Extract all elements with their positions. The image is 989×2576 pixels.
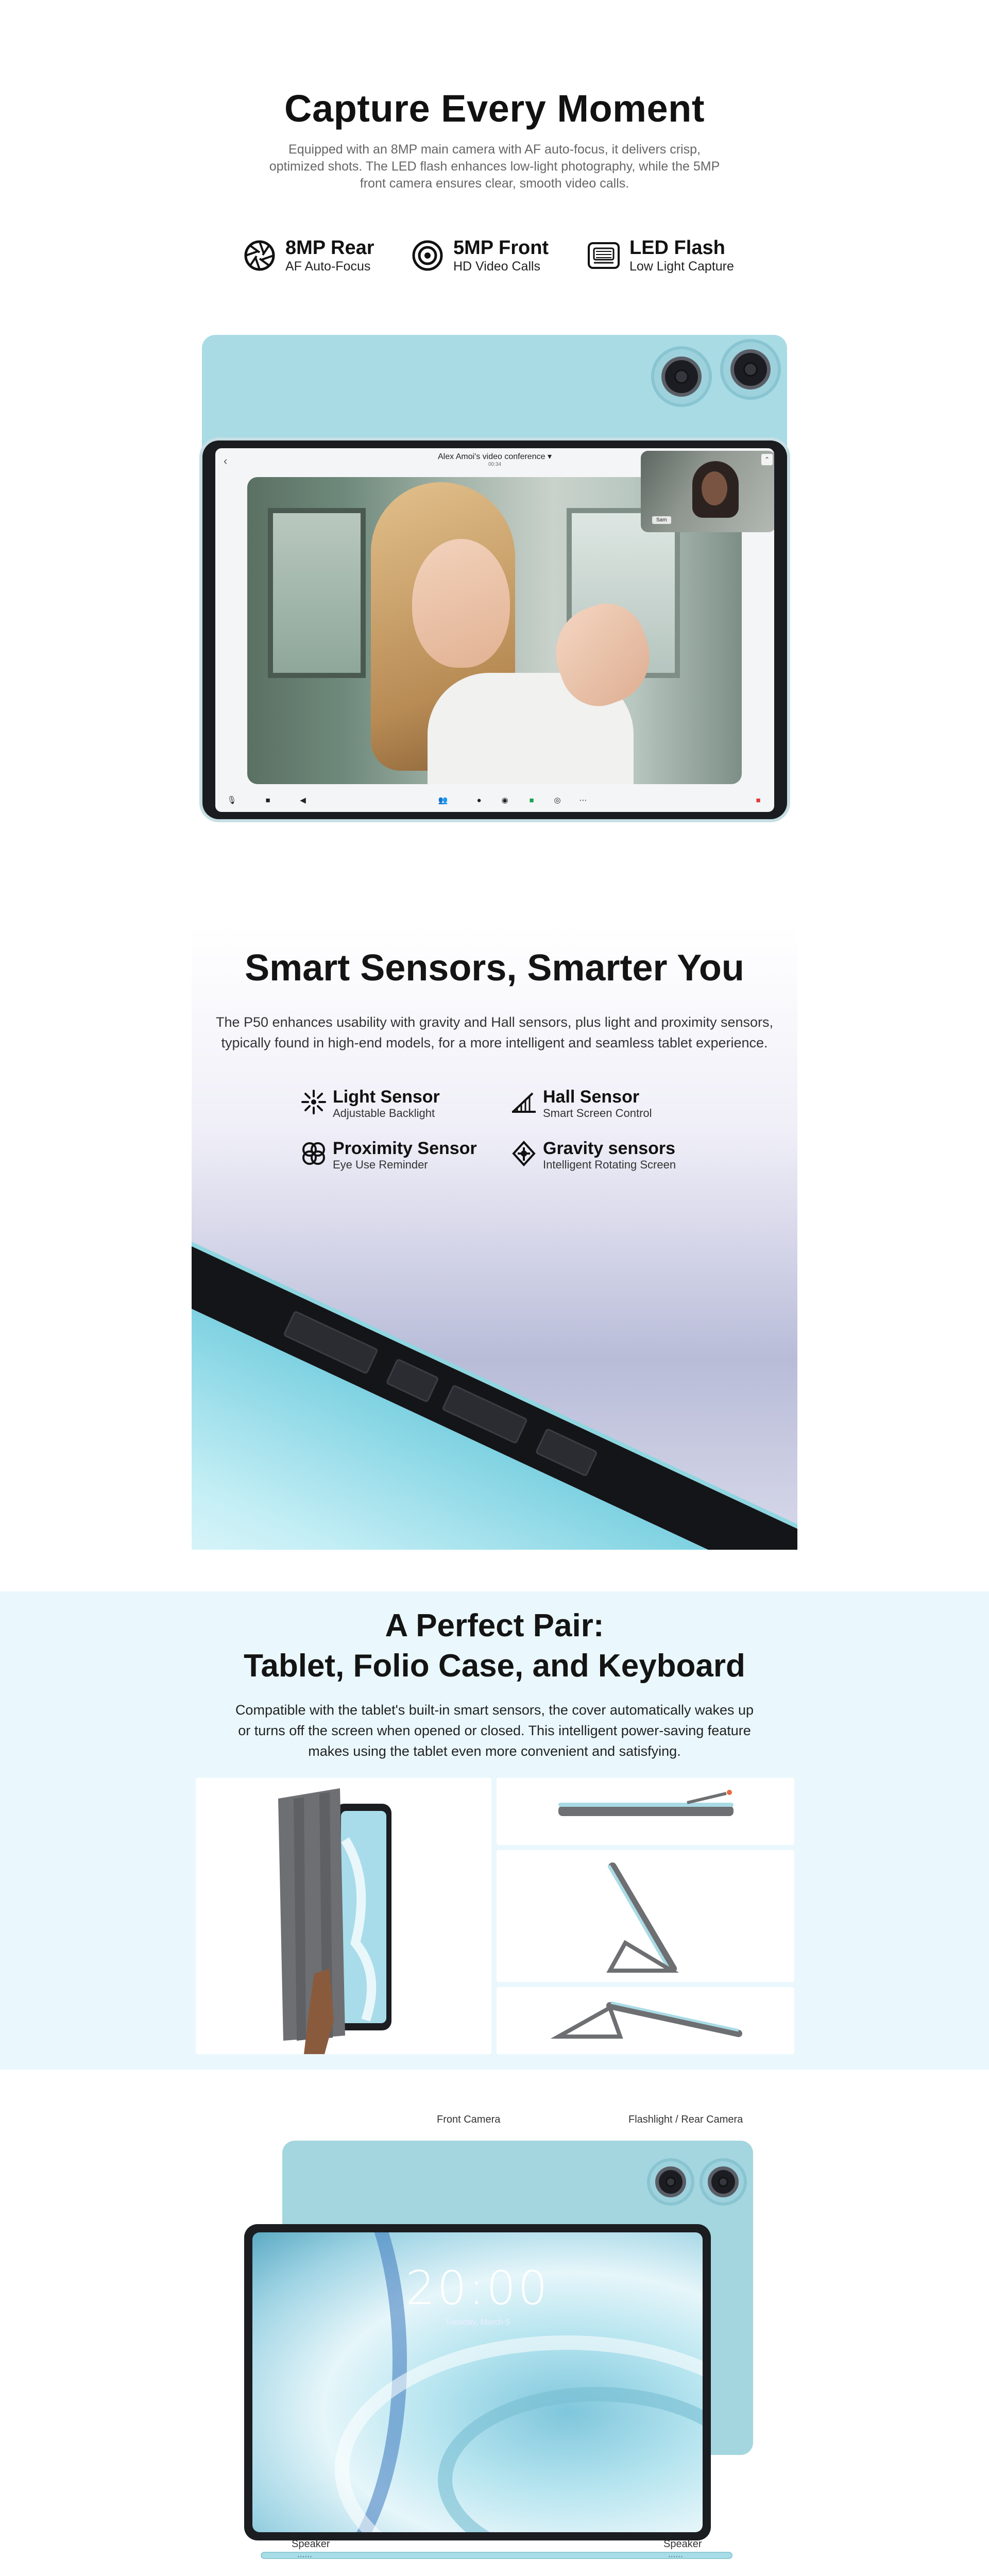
proximity-sensor-icon	[299, 1139, 329, 1168]
feature-title: LED Flash	[629, 237, 725, 259]
feature-subtitle: HD Video Calls	[453, 259, 541, 274]
folio-flat-stand-image	[497, 1987, 794, 2054]
folio-stand-image	[497, 1850, 794, 1982]
sensors-description: The P50 enhances usability with gravity and Hall sensors, plus light and proximity sensors, typically found in high-end models, for a more intelligent and seamless tablet experience.	[215, 1014, 774, 1050]
sensor-proximity: Proximity Sensor Eye Use Reminder	[299, 1139, 477, 1172]
lock-screen	[252, 2232, 703, 2532]
participants-icon[interactable]: 👥	[438, 796, 448, 805]
back-icon[interactable]: ‹	[224, 454, 228, 467]
record-icon[interactable]: ◎	[554, 796, 561, 805]
feature-8mp-rear	[241, 232, 374, 279]
video-call-time: 00:34	[488, 462, 502, 467]
feature-title: 5MP Front	[453, 237, 549, 259]
camera-description: Equipped with an 8MP main camera with AF auto-focus, it delivers crisp, optimized shots. The LED flash enhances low-light photography, while the 5MP front camera ensures clear, smooth video calls.	[269, 142, 720, 191]
hall-sensor-icon	[509, 1087, 539, 1117]
folio-title: A Perfect Pair: Tablet, Folio Case, and Keyboard	[244, 1608, 745, 1684]
camera-lens-icon	[409, 237, 446, 274]
overview-section	[0, 2070, 989, 2576]
pip-video[interactable]	[641, 451, 774, 532]
pip-name: Sam	[652, 516, 671, 524]
camera-title: Capture Every Moment	[284, 87, 705, 130]
collapse-icon[interactable]: ⌃	[761, 454, 773, 465]
light-sensor-icon	[299, 1087, 329, 1117]
label-rear-camera: Flashlight / Rear Camera	[628, 2114, 743, 2125]
feature-5mp-front	[409, 232, 549, 279]
label-speaker-right: Speaker	[663, 2538, 702, 2550]
lock-clock: 20:00	[405, 2261, 550, 2315]
speaker-icon[interactable]: ◀	[300, 796, 306, 805]
more-icon[interactable]: ⋯	[579, 796, 587, 805]
camera-section	[0, 0, 989, 845]
rear-camera-icon	[700, 2158, 747, 2206]
feature-title: 8MP Rear	[285, 237, 374, 259]
flash-icon	[585, 237, 622, 274]
gravity-sensor-icon	[509, 1139, 539, 1168]
sensor-light: Light Sensor Adjustable Backlight	[299, 1087, 440, 1120]
pip-face	[702, 471, 727, 505]
flash-lens-icon	[651, 346, 712, 407]
label-speaker-left: Speaker	[292, 2538, 330, 2550]
lock-date: Tuesday, March 5	[445, 2318, 510, 2327]
rear-camera-icon	[720, 339, 781, 400]
label-front-camera: Front Camera	[437, 2114, 501, 2125]
tablet-edge-closeup	[192, 1200, 797, 1550]
folio-description: Compatible with the tablet's built-in smart sensors, the cover automatically wakes up or turns off the screen when opened or closed. This intelligent power-saving feature makes using the tablet even more convenient and satisfying.	[235, 1702, 754, 1759]
feature-led-flash	[585, 232, 734, 279]
feature-subtitle: Low Light Capture	[629, 259, 734, 274]
person-face	[412, 539, 510, 668]
sensor-gravity: Gravity sensors Intelligent Rotating Screen	[509, 1139, 676, 1172]
mic-icon[interactable]: 🎙	[227, 796, 237, 805]
end-call-icon[interactable]: ■	[756, 796, 761, 805]
folio-open-image	[196, 1778, 491, 2054]
feature-subtitle: AF Auto-Focus	[285, 259, 371, 274]
chat-icon[interactable]: ●	[476, 796, 482, 805]
security-icon[interactable]: ■	[529, 796, 534, 805]
share-icon[interactable]: ◉	[501, 796, 508, 805]
video-icon[interactable]: ■	[265, 796, 270, 805]
flash-lens-icon	[647, 2158, 694, 2206]
call-toolbar	[215, 789, 774, 812]
aperture-icon	[241, 237, 278, 274]
folio-closed-image	[497, 1778, 794, 1845]
sensors-section	[192, 871, 797, 1550]
video-call-title[interactable]: Alex Amoi's video conference ▾	[438, 452, 552, 461]
background-window	[268, 508, 366, 678]
video-call-screen	[215, 448, 774, 812]
tablet-top-edge: •••••• ••••••	[261, 2552, 732, 2559]
sensors-title: Smart Sensors, Smarter You	[245, 947, 744, 989]
sensor-hall: Hall Sensor Smart Screen Control	[509, 1087, 652, 1120]
folio-section	[0, 1591, 989, 2070]
